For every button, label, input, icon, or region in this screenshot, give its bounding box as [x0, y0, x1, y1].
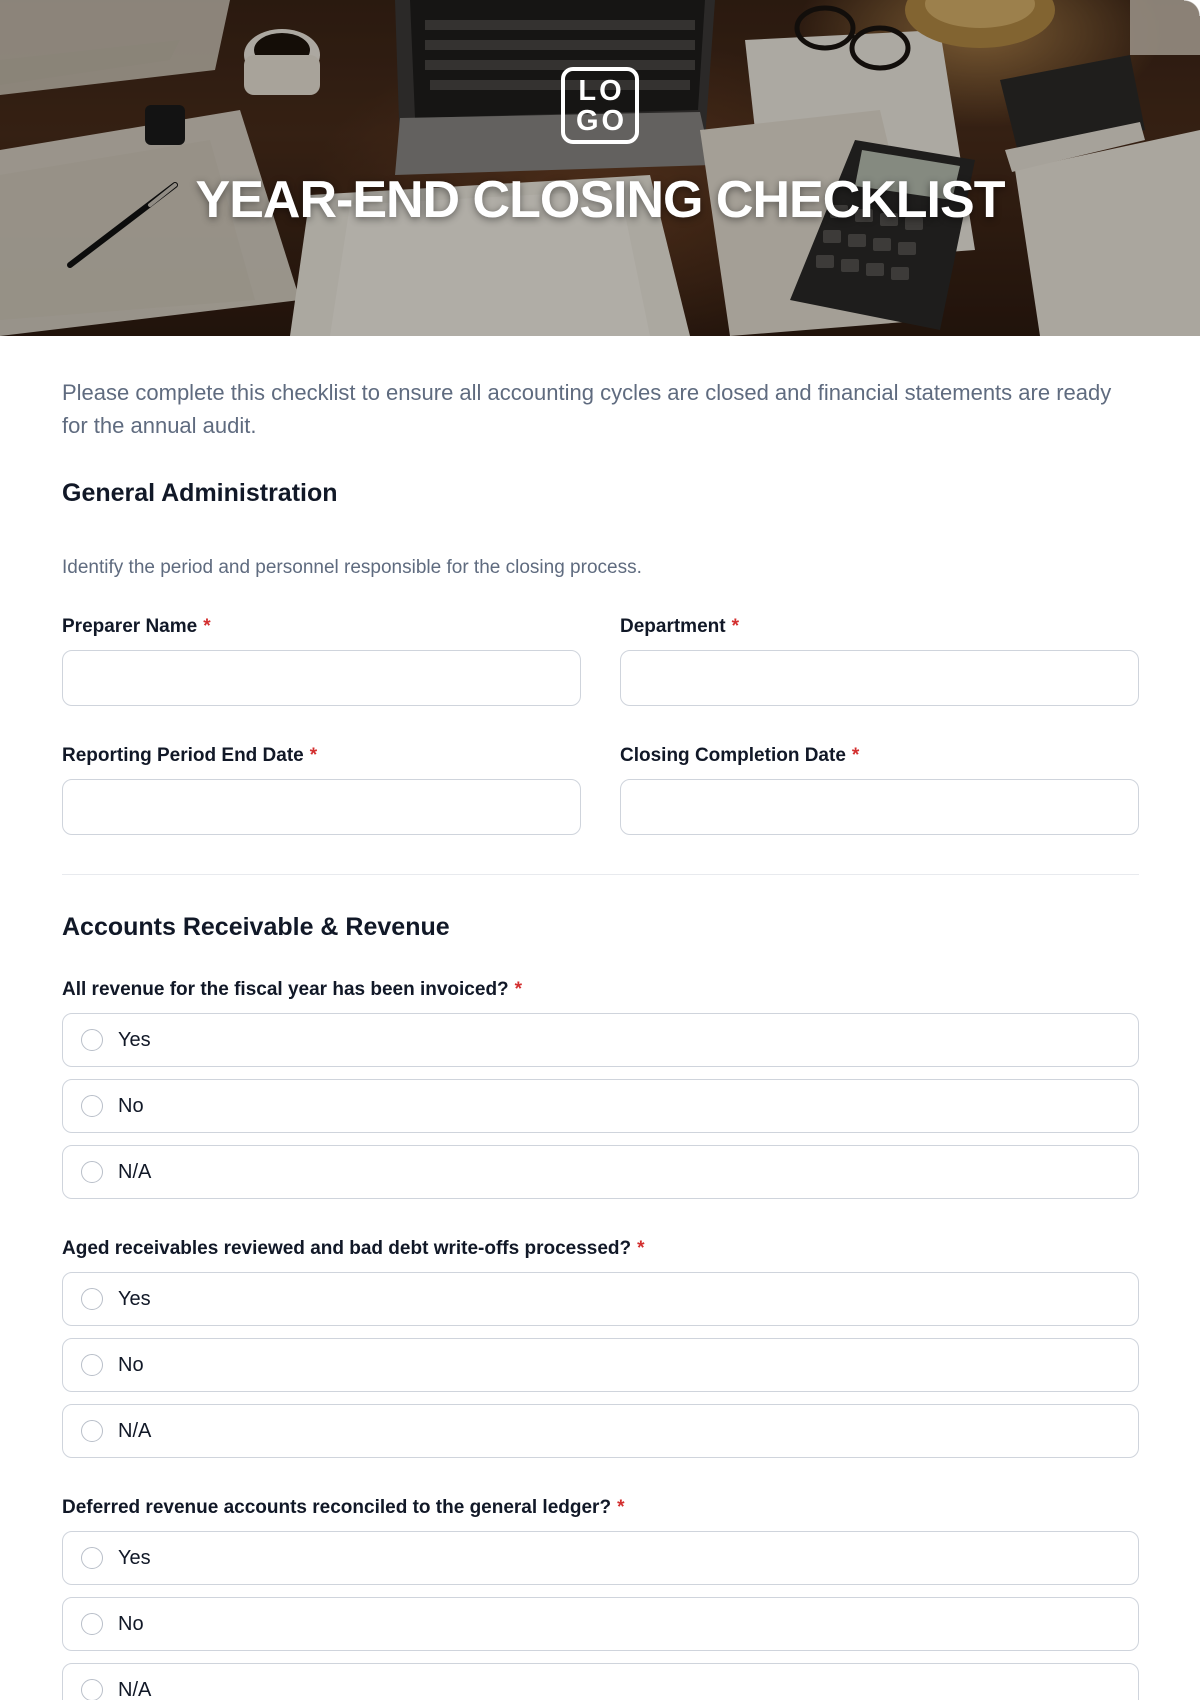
option-aged-receivables-yes[interactable]: Yes — [62, 1272, 1139, 1326]
header-banner — [0, 0, 1200, 336]
radio-button[interactable] — [81, 1095, 103, 1117]
option-invoiced-na[interactable]: N/A — [62, 1145, 1139, 1199]
required-marker: * — [851, 745, 860, 766]
required-marker: * — [514, 979, 523, 1000]
option-deferred-revenue-na[interactable]: N/A — [62, 1663, 1139, 1700]
option-deferred-revenue-yes[interactable]: Yes — [62, 1531, 1139, 1585]
radio-button[interactable] — [81, 1161, 103, 1183]
radio-button[interactable] — [81, 1354, 103, 1376]
question-invoiced: All revenue for the fiscal year has been invoiced? * — [62, 979, 523, 1000]
question-deferred-revenue: Deferred revenue accounts reconciled to the general ledger? * — [62, 1497, 625, 1518]
option-invoiced-yes[interactable]: Yes — [62, 1013, 1139, 1067]
radio-button[interactable] — [81, 1679, 103, 1700]
question-aged-receivables: Aged receivables reviewed and bad debt write-offs processed? * — [62, 1238, 645, 1259]
option-invoiced-no[interactable]: No — [62, 1079, 1139, 1133]
period-end-date-input[interactable] — [62, 779, 581, 835]
required-marker: * — [637, 1238, 645, 1259]
department-input[interactable] — [620, 650, 1139, 706]
completion-date-input[interactable] — [620, 779, 1139, 835]
page-title: YEAR-END CLOSING CHECKLIST — [195, 171, 1005, 229]
logo: LO GO — [561, 67, 639, 144]
section-title-general: General Administration — [62, 479, 338, 507]
radio-button[interactable] — [81, 1547, 103, 1569]
department-label: Department * — [620, 616, 739, 637]
radio-button[interactable] — [81, 1420, 103, 1442]
option-aged-receivables-no[interactable]: No — [62, 1338, 1139, 1392]
section-divider — [62, 874, 1139, 875]
radio-button[interactable] — [81, 1613, 103, 1635]
radio-button[interactable] — [81, 1029, 103, 1051]
period-end-date-label: Reporting Period End Date * — [62, 745, 318, 766]
section-title-receivables: Accounts Receivable & Revenue — [62, 913, 450, 941]
required-marker: * — [203, 616, 211, 637]
required-marker: * — [309, 745, 318, 766]
required-marker: * — [617, 1497, 625, 1518]
option-aged-receivables-na[interactable]: N/A — [62, 1404, 1139, 1458]
completion-date-label: Closing Completion Date * — [620, 745, 860, 766]
form-intro: Please complete this checklist to ensure all accounting cycles are closed and financial statements are ready for the annual audit. — [62, 380, 1112, 438]
option-deferred-revenue-no[interactable]: No — [62, 1597, 1139, 1651]
required-marker: * — [731, 616, 739, 637]
preparer-name-label: Preparer Name * — [62, 616, 211, 637]
section-description-general: Identify the period and personnel responsible for the closing process. — [62, 557, 642, 578]
preparer-name-input[interactable] — [62, 650, 581, 706]
radio-button[interactable] — [81, 1288, 103, 1310]
